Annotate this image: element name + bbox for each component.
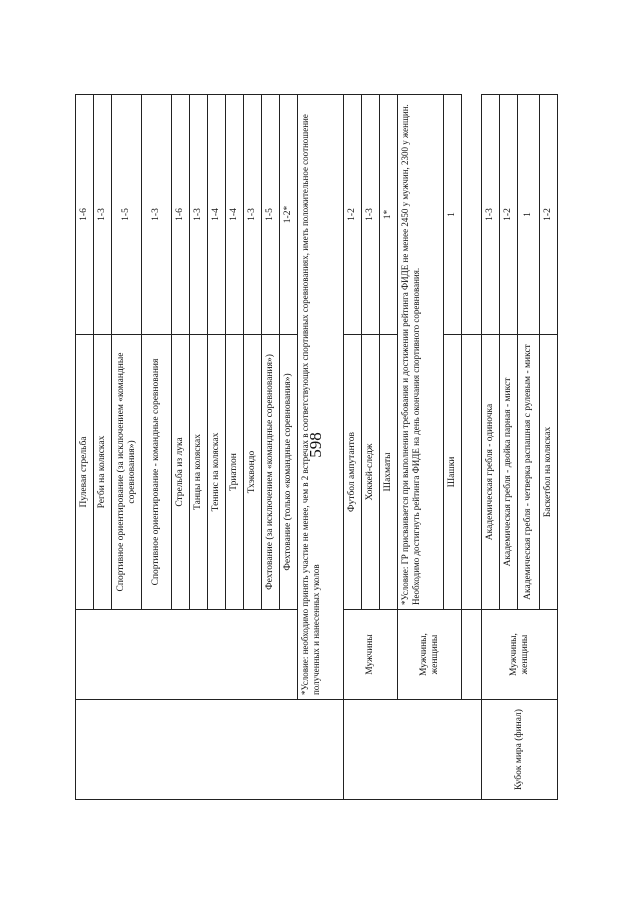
table-row: [298, 95, 344, 800]
table-row: [76, 95, 94, 800]
places-cell: 1*: [380, 95, 398, 335]
gender-cell: Мужчины: [344, 610, 398, 700]
sport-cell: Хоккей-следж: [362, 335, 380, 610]
places-cell: 1-4: [208, 95, 226, 335]
classification-table: [75, 94, 558, 800]
table-sheet: [75, 95, 554, 800]
sport-cell: Спортивное ориентирование (за исключением «командные соревнования»): [112, 335, 142, 610]
places-cell: 1-3: [142, 95, 172, 335]
places-cell: [462, 335, 482, 610]
sport-cell: Тхэквондо: [244, 335, 262, 610]
places-cell: 1-4: [226, 95, 244, 335]
sport-cell: Шашки: [444, 335, 462, 610]
places-cell: 1-2: [500, 95, 518, 335]
sport-cell: Фехтование (за исключением «командные соревнования»): [262, 335, 280, 610]
table-row: [398, 95, 444, 800]
sport-cell: Пулевая стрельба: [76, 335, 94, 610]
footnote-cell: *Условие: необходимо принять участие не менее, чем в 2 встречах в соответствующих спортивных соревнованиях, иметь положительное соотношение полученных и нанесенных уколов: [298, 95, 344, 700]
sport-cell: Шахматы: [380, 335, 398, 610]
places-cell: 1-6: [76, 95, 94, 335]
sport-cell: Академическая гребля - четверка распашная с рулевым - микст: [518, 335, 540, 610]
sport-cell: Академическая гребля - двойка парная - микст: [500, 335, 518, 610]
sport-cell: Академическая гребля - одиночка: [482, 335, 500, 610]
places-cell: 1-2*: [280, 95, 298, 335]
sport-cell: Спортивное ориентирование - командные соревнования: [142, 335, 172, 610]
table-row: [462, 95, 482, 800]
sport-cell: Футбол ампутантов: [344, 335, 362, 610]
places-cell: 1-3: [94, 95, 112, 335]
sport-cell: Регби на колясках: [94, 335, 112, 610]
gender-cell: [76, 610, 298, 700]
places-cell: 1-3: [482, 95, 500, 335]
places-cell: 1-2: [540, 95, 558, 335]
sport-cell: Баскетбол на колясках: [540, 335, 558, 610]
event-cell: [76, 700, 344, 800]
gender-cell: Мужчины, женщины: [398, 610, 462, 700]
gender-cell: Мужчины, женщины: [482, 610, 558, 700]
places-cell: 1-3: [362, 95, 380, 335]
event-cell: [344, 700, 482, 800]
footnote-cell: *Условие: ГР присваивается при выполнении требования и достижении рейтинга ФИДЕ не менее 2450 у мужчин, 2300 у женщин. Необходимо достигнуть рейтинга ФИДЕ на день окончания спортивного соревнования.: [398, 95, 444, 610]
places-cell: 1-5: [112, 95, 142, 335]
sport-cell: Фехтование (только «командные соревнования»): [280, 335, 298, 610]
event-cell: Кубок мира (финал): [482, 700, 558, 800]
sport-cell: Теннис на колясках: [208, 335, 226, 610]
table-row: [344, 95, 362, 800]
sport-cell: [462, 610, 482, 700]
places-cell: 1: [518, 95, 540, 335]
places-cell: 1-5: [262, 95, 280, 335]
rotated-table-wrapper: [75, 95, 554, 800]
places-cell: 1-6: [172, 95, 190, 335]
sport-cell: Стрельба из лука: [172, 335, 190, 610]
sport-cell: Триатлон: [226, 335, 244, 610]
places-cell: 1-3: [190, 95, 208, 335]
places-cell: 1: [444, 95, 462, 335]
sport-cell: Танцы на колясках: [190, 335, 208, 610]
places-cell: 1-3: [244, 95, 262, 335]
places-cell: 1-2: [344, 95, 362, 335]
table-row: [482, 95, 500, 800]
page-number: 598: [306, 432, 325, 458]
